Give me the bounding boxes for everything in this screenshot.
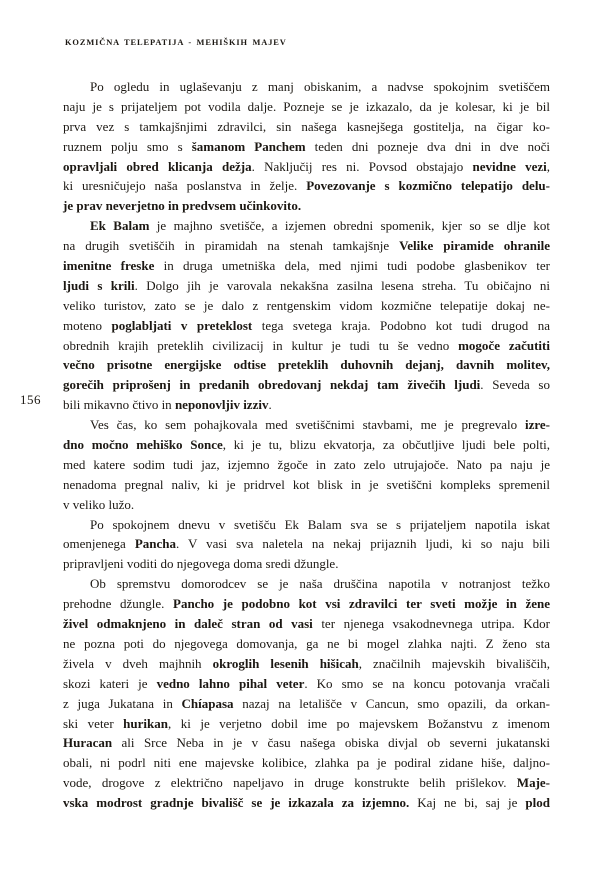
text-segment: , [546,158,551,174]
bold-text-segment: opravljali obred klicanja dežja [63,158,252,174]
text-segment: . Ko smo se na koncu potovanja vračali [304,675,551,691]
bold-text-segment: gorečih priprošenj in predanih obredovanj nekdaj tam živečih ljudi [63,377,481,393]
text-line [63,216,550,236]
text-line [63,753,550,773]
text-line [63,773,550,793]
text-line [63,614,550,634]
text-line [63,97,550,117]
text-line [63,733,550,753]
text-segment: ki uresničujejo naša poslanstva in želje. [63,178,307,194]
running-header: KOZMIČNA TELEPATIJA - MEHIŠKIH MAJEV [65,38,287,47]
text-line [63,117,550,137]
text-line [63,316,550,336]
text-segment: je majhno svetišče, a izjemen obredni spomenik, kjer so se dlje kot [149,218,550,234]
bold-text-segment: Pancha [134,536,176,552]
paragraph [63,216,550,415]
text-segment: bili mikavno čtivo in [63,397,175,413]
text-segment: , ki je tu, blizu ekvatorja, za občutljive ljudi bele polti, [222,437,550,453]
text-segment: ter njenega vsakodnevnega utripa. Kdor [312,616,551,632]
text-line [63,395,550,415]
bold-text-segment: ljudi s krili [63,277,135,293]
text-segment: prehodne džungle. [63,596,174,612]
text-line [63,714,550,734]
bold-text-segment: mogoče začutiti [458,337,550,353]
text-segment: in druga umetniška dela, med njimi tudi podobe glasbenikov ter [154,258,551,274]
bold-text-segment: Pancho je podobno kot vsi zdravilci ter sveti možje in žene [173,596,550,612]
text-line [63,634,550,654]
text-line [63,475,550,495]
bold-text-segment: šamanom Panchem [191,138,306,154]
text-segment: v veliko lužo. [63,496,135,512]
bold-text-segment: neponovljiv izziv [174,397,269,413]
text-line [63,495,550,515]
text-line [63,236,550,256]
text-segment: nazaj na letališče v Cancun, smo opazili, da orkan- [233,695,551,711]
text-segment: . V vasi sva naletela na nekaj prijaznih ljudi, ki so naju bili [175,536,550,552]
body-text [63,77,550,813]
text-segment: Ves čas, ko sem pohajkovala med svetiščnimi stavbami, me je pregrevalo [90,417,525,433]
text-segment: omenjenega [63,536,135,552]
text-line [63,594,550,614]
bold-text-segment: Maje- [516,775,550,791]
bold-text-segment: poglabljati v preteklost [111,317,253,333]
text-segment: Ob spremstvu domorodcev se je naša druščina napotila v notranjost težko [90,576,550,592]
text-segment: obrednih krajih preteklih civilizacij in kultur je tudi tu še vedno [63,337,459,353]
paragraph [63,77,550,216]
text-segment: vode, drogove z električno napeljavo in druge konstrukte belih prišlekov. [63,775,517,791]
paragraph [63,415,550,514]
bold-text-segment: Velike piramide ohranile [399,238,550,254]
text-segment: tega svetega kraja. Podobno kot tudi drugod na [252,317,551,333]
bold-text-segment: hurikan [123,715,168,731]
text-segment: . Dolgo jih je varovala nekakšna zasilna lesena streha. Tu običajno ni [134,277,550,293]
bold-text-segment: vedno lahno pihal veter [156,675,305,691]
text-line [63,375,550,395]
text-segment: . Seveda so [480,377,550,393]
text-segment: obali, ni podrl niti ene majevske kolibice, zlahka pa je podiral zidane hiše, daljno- [63,755,550,771]
text-segment: veliko turistov, zato se je dalo z rentgenskim vidom kozmične telepatije dokaj ne- [63,297,550,313]
text-line [63,515,550,535]
text-line [63,435,550,455]
text-line [63,574,550,594]
bold-text-segment: dno močno mehiško Sonce [63,437,223,453]
bold-text-segment: Ek Balam [90,218,150,234]
bold-text-segment: imenitne freske [63,258,155,274]
bold-text-segment: je prav neverjetno in predvsem učinkovito. [63,198,302,214]
text-line [63,694,550,714]
text-line [63,455,550,475]
bold-text-segment: izre- [524,417,550,433]
text-line [63,176,550,196]
text-segment: ski veter [63,715,124,731]
text-segment: , značilnih majevskih bivališčih, [358,655,550,671]
text-segment: na drugih svetiščih in piramidah na stenah tamkajšnje [63,238,400,254]
paragraph [63,515,550,575]
text-line [63,196,550,216]
text-segment: prva vez s tamkajšnjimi zdravilci, sin našega kasnejšega gostitelja, na čigar ko- [63,118,550,134]
bold-text-segment: vska modrost gradnje bivališč se je izkazala za izjemno. [63,795,410,811]
text-line [63,256,550,276]
text-segment: teden dni pozneje dva dni in dve noči [305,138,550,154]
text-segment: pripravljeni voditi do njegovega doma sredi džungle. [63,556,339,572]
text-segment: Kaj ne bi, saj je [409,795,526,811]
text-line [63,534,550,554]
text-segment: Po ogledu in uglaševanju z manj obiskanim, a nadvse spokojnim svetiščem [90,79,550,94]
text-line [63,554,550,574]
text-line [63,77,550,97]
text-line [63,793,550,813]
page-number: 156 [20,392,41,407]
text-segment: z juga Jukatana in [63,695,182,711]
text-line [63,137,550,157]
text-line [63,415,550,435]
text-segment: . [268,397,272,413]
bold-text-segment: okroglih lesenih hišicah [212,655,359,671]
text-segment: nenadoma pregnal naliv, ki je pridrvel kot blisk in je svetiščni kompleks spremenil [63,476,550,492]
text-segment: skozi kateri je [63,675,157,691]
text-segment: ali Srce Neba in je v času našega obiska divjal ob severni jukatanski [112,735,550,751]
text-segment: . Naključij res ni. Povsod obstajajo [251,158,473,174]
bold-text-segment: Chíapasa [181,695,234,711]
bold-text-segment: večno prisotne energijske odtise preteklih duhovnih dejanj, davnih molitev, [63,357,550,373]
text-segment: ne pozna poti do njegovega domovanja, ga ne bi mogel zlahka najti. Z ženo sta [63,635,550,651]
text-segment: naju je s prijateljem pot vodila dalje. Pozneje se je izkazalo, da je kolesar, ki je bil [63,98,550,114]
text-line [63,654,550,674]
bold-text-segment: Huracan [63,735,113,751]
text-line [63,296,550,316]
text-segment: Po spokojnem dnevu v svetišču Ek Balam sva se s prijateljem napotila iskat [90,516,550,532]
text-segment: moteno [63,317,112,333]
text-line [63,276,550,296]
text-line [63,355,550,375]
paragraph [63,574,550,813]
bold-text-segment: Povezovanje s kozmično telepatijo delu- [306,178,550,194]
bold-text-segment: živel odmaknjeno in daleč stran od vasi [63,616,313,632]
bold-text-segment: nevidne vezi [472,158,547,174]
text-segment: živela v dveh majhnih [63,655,213,671]
bold-text-segment: plod [525,795,550,811]
text-line [63,674,550,694]
text-line [63,157,550,177]
text-line [63,336,550,356]
text-segment: , ki je verjetno dobil ime po majevskem Božanstvu z imenom [167,715,550,731]
text-segment: ruznem polju smo s [63,138,192,154]
text-segment: med katere sodim tudi jaz, izjemno žgoče in zato zelo utrujajoče. Nato pa naju je [63,456,550,472]
